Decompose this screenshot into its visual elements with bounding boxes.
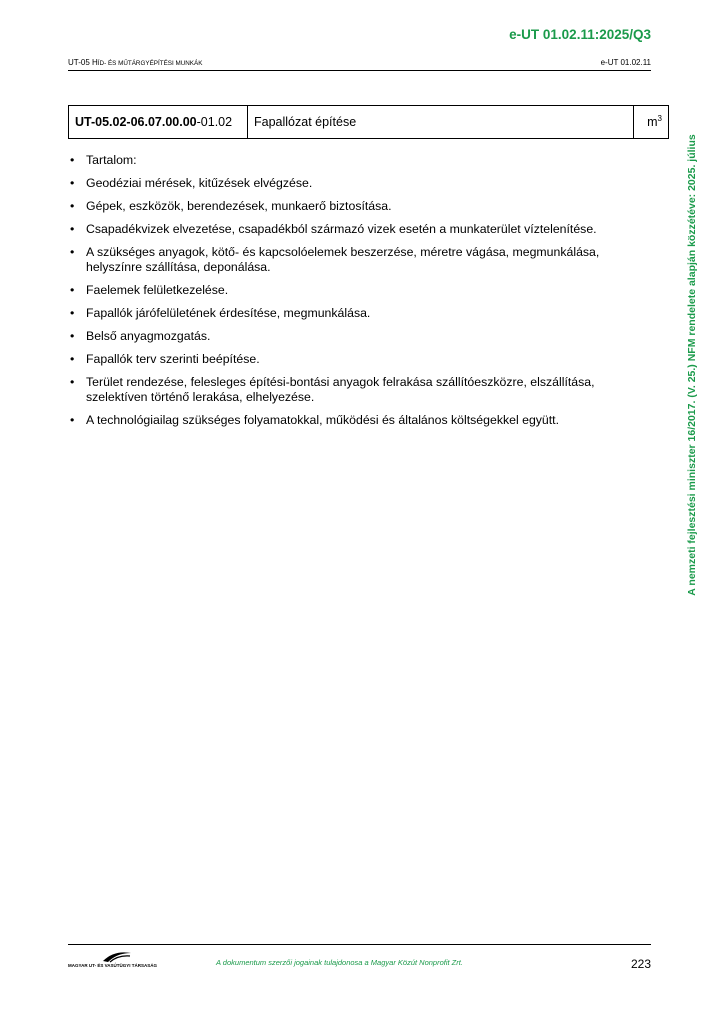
society-logo bbox=[68, 949, 163, 971]
copyright-notice: A dokumentum szerzői jogainak tulajdonosa a Magyar Közút Nonprofit Zrt. bbox=[216, 958, 463, 967]
running-header-section bbox=[68, 58, 202, 67]
item-unit-exponent: 3 bbox=[657, 114, 662, 124]
item-code-cell bbox=[69, 106, 248, 139]
running-header bbox=[68, 58, 651, 71]
list-item: • Faelemek felületkezelése. bbox=[68, 283, 658, 298]
logo-swoosh-icon bbox=[102, 949, 132, 963]
running-header-code: UT-05 H bbox=[68, 58, 98, 67]
content-list bbox=[68, 145, 658, 428]
list-item: • Csapadékvizek elvezetése, csapadékból származó vizek esetén a munkaterület víztelenítése. bbox=[68, 222, 658, 237]
logo-text: MAGYAR UT- ÉS VASÚTÜGYI TÁRSASÁG bbox=[68, 963, 158, 968]
side-publication-note-text: A nemzeti fejlesztési miniszter 16/2017. (V. 25.) NFM rendelete alapján közzétéve: 2025. július bbox=[686, 134, 698, 596]
list-item: • A technológiailag szükséges folyamatokkal, működési és általános költségekkel együtt. bbox=[68, 413, 658, 428]
running-header-document-code: e-UT 01.02.11 bbox=[600, 58, 651, 67]
item-table bbox=[68, 105, 669, 139]
document-code: e-UT 01.02.11:2025/Q3 bbox=[509, 27, 651, 42]
page-footer bbox=[68, 944, 651, 975]
running-header-title: ÍD- ÉS MŰTÁRGYÉPÍTÉSI MUNKÁK bbox=[97, 60, 203, 67]
list-item: • Tartalom: bbox=[68, 153, 658, 168]
item-unit-cell bbox=[634, 106, 669, 139]
list-item: • Fapallók terv szerinti beépítése. bbox=[68, 352, 658, 367]
list-item: • Terület rendezése, felesleges építési-bontási anyagok felrakása szállítóeszközre, elszállítása, szelektíven történő lerakása, elhelyezése. bbox=[68, 375, 658, 405]
list-item: • Geodéziai mérések, kitűzések elvégzése. bbox=[68, 176, 658, 191]
item-code-main: UT-05.02-06.07.00.00 bbox=[75, 115, 197, 129]
list-item: • Belső anyagmozgatás. bbox=[68, 329, 658, 344]
list-item: • A szükséges anyagok, kötő- és kapcsolóelemek beszerzése, méretre vágása, megmunkálása, helyszínre szállítása, deponálása. bbox=[68, 245, 658, 275]
list-item: • Fapallók járófelületének érdesítése, megmunkálása. bbox=[68, 306, 658, 321]
item-title-cell: Fapallózat építése bbox=[248, 106, 634, 139]
side-publication-note bbox=[685, 100, 699, 630]
item-unit-base: m bbox=[647, 115, 658, 130]
list-item: • Gépek, eszközök, berendezések, munkaerő biztosítása. bbox=[68, 199, 658, 214]
page-number: 223 bbox=[630, 957, 651, 971]
item-code-suffix: -01.02 bbox=[196, 115, 233, 129]
item-row bbox=[69, 106, 669, 139]
